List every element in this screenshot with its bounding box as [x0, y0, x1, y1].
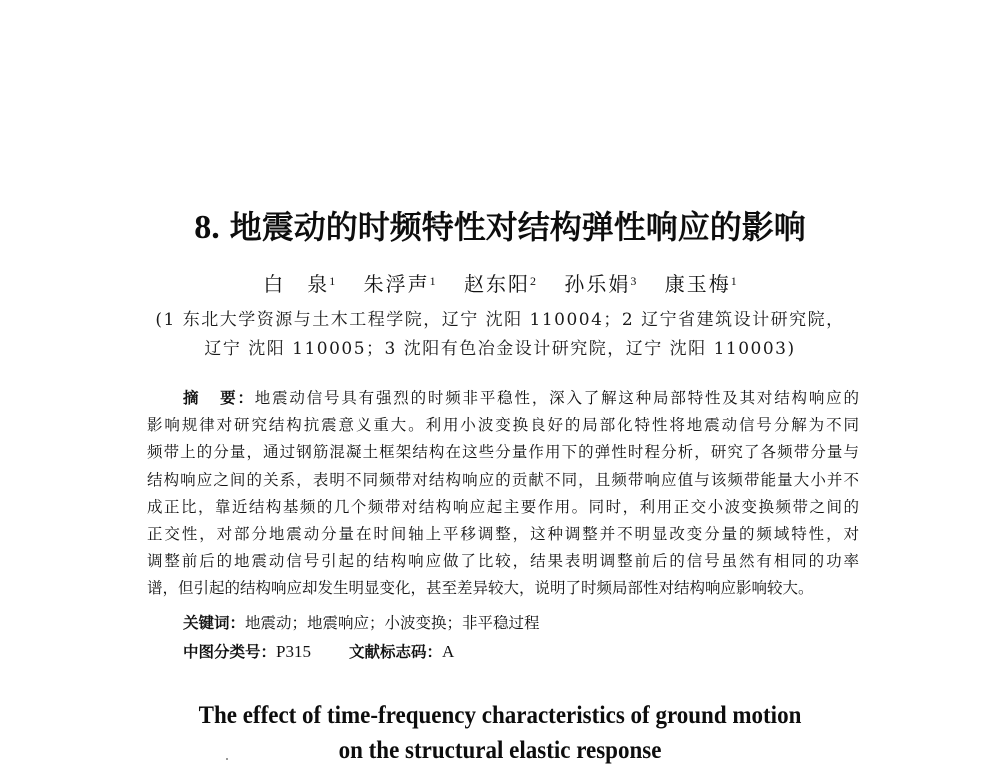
section-number: 8. [194, 209, 220, 246]
abstract-line: 成正比，靠近结构基频的几个频带对结构响应起主要作用。同时，利用正交小波变换频带之间的 [147, 497, 859, 516]
abstract-label: 摘 要： [183, 389, 255, 407]
doc-code-value: A [442, 642, 455, 661]
author-list [0, 270, 1000, 298]
doc-code-label: 文献标志码： [348, 643, 442, 661]
author: 白 泉$^1$ [263, 272, 336, 296]
abstract-line: 频带上的分量，通过钢筋混凝土框架结构在这些分量作用下的弹性时程分析，研究了各频带分量与 [147, 443, 859, 462]
affiliation-marker: 2 [530, 274, 536, 288]
abstract-line: 谱，但引起的结构响应却发生明显变化，甚至差异较大，说明了时频局部性对结构响应影响较大。 [147, 579, 814, 598]
chinese-title [0, 205, 1000, 250]
affiliation-marker: 3 [630, 274, 637, 288]
english-title-line-2: on the structural elastic response [338, 737, 662, 764]
affiliations-line-2: 辽宁 沈阳 110005；3 沈阳有色冶金设计研究院，辽宁 沈阳 110003) [204, 339, 796, 359]
abstract [147, 385, 859, 603]
chinese-title-text: 地震动的时频特性对结构弹性响应的影响 [229, 208, 806, 246]
affiliations-line-1: (1 东北大学资源与土木工程学院，辽宁 沈阳 110004；2 辽宁省建筑设计研究院， [155, 310, 845, 330]
abstract-line: 调整前后的地震动信号引起的结构响应做了比较，结果表明调整前后的信号虽然有相同的功率 [147, 552, 859, 571]
keywords-label: 关键词： [183, 614, 246, 632]
abstract-line: 正交性，对部分地震动分量在时间轴上平移调整，这种调整并不明显改变分量的频域特性，对 [147, 524, 859, 543]
author: 孙乐娟$^3$ [564, 272, 637, 296]
keywords-value: 地震动；地震响应；小波变换；非平稳过程 [245, 614, 540, 632]
affiliation-marker: 1 [429, 274, 436, 288]
author: 赵东阳$^2$ [464, 272, 536, 296]
abstract-line: 摘 要：地震动信号具有强烈的时频非平稳性，深入了解这种局部特性及其对结构响应的 [183, 389, 859, 407]
english-title-line-1: The effect of time-frequency characteristics of ground motion [198, 702, 802, 729]
author: 朱浮声$^1$ [363, 272, 436, 296]
keywords [183, 610, 540, 637]
clc-label: 中图分类号： [183, 643, 277, 661]
clc-value: P315 [276, 642, 311, 661]
affiliation-marker: 1 [329, 274, 336, 288]
affiliation-marker: 1 [730, 274, 737, 288]
classification [183, 638, 454, 666]
abstract-line: 结构响应之间的关系，表明不同频带对结构响应的贡献不同，且频带响应值与该频带能量大小并不 [147, 470, 859, 489]
author: 康玉梅$^1$ [664, 272, 737, 296]
abstract-line: 影响规律对研究结构抗震意义重大。利用小波变换良好的局部化特性将地震动信号分解为不同 [147, 416, 859, 435]
